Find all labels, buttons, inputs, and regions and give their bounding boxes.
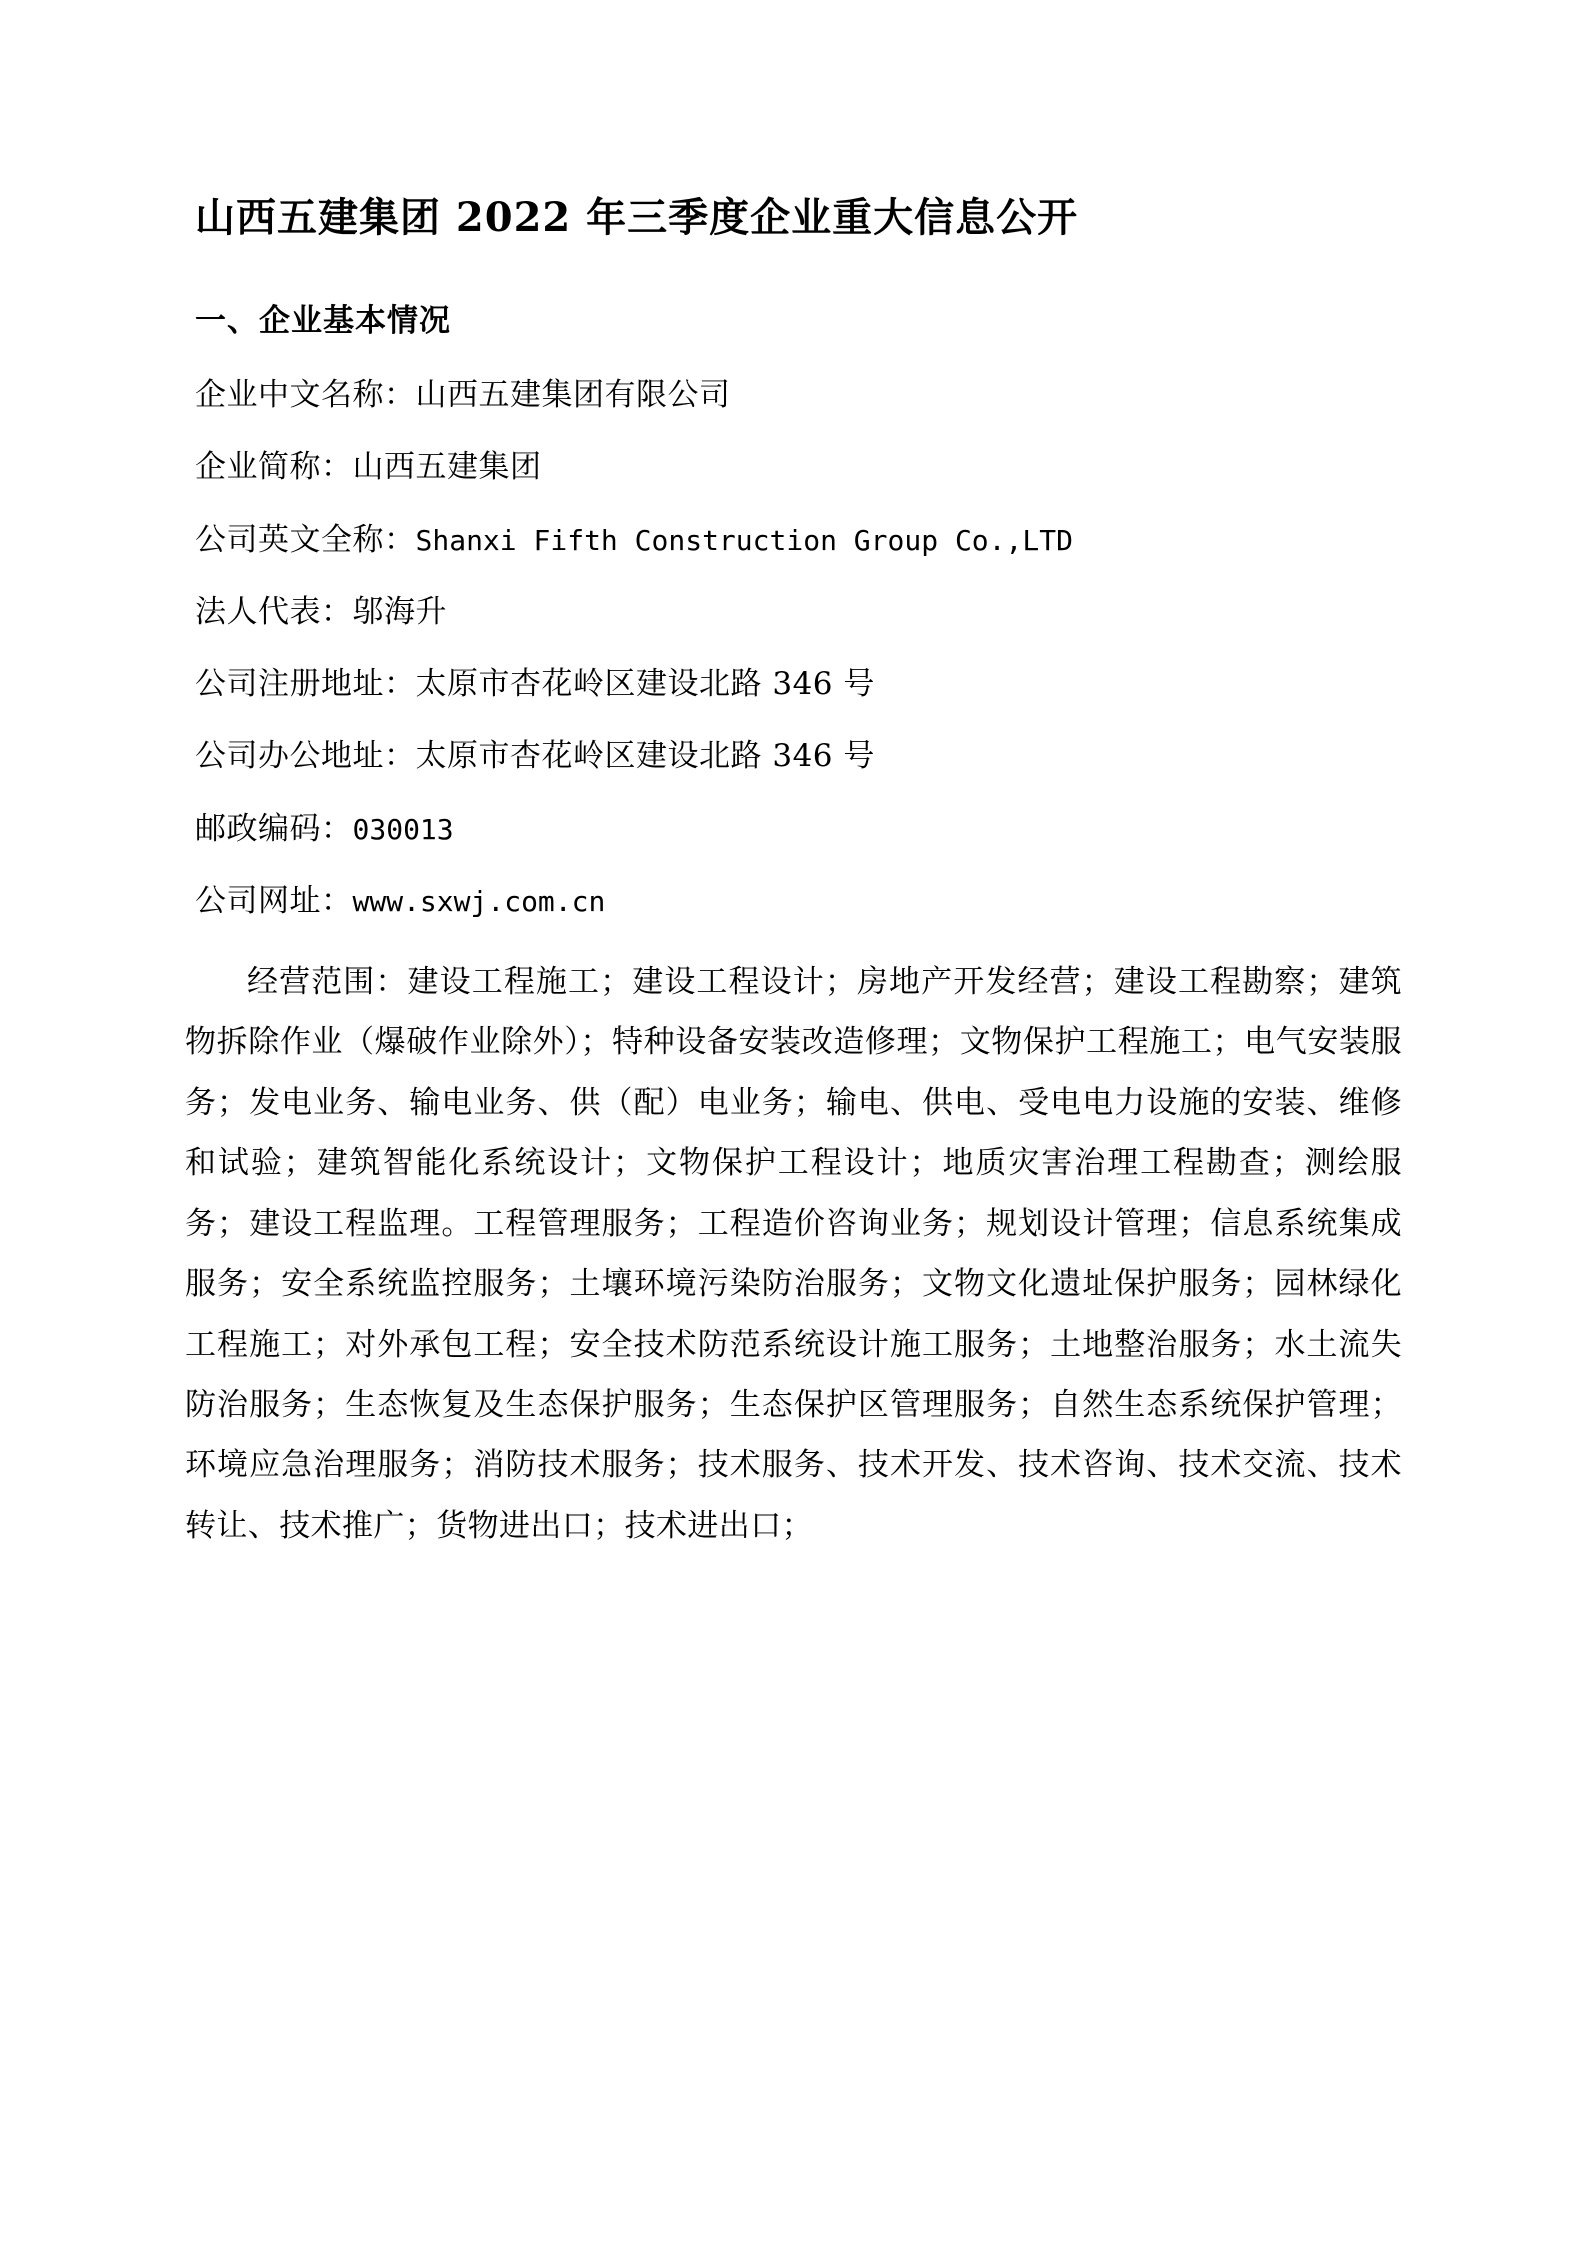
field-registered-address	[185, 659, 1402, 709]
field-value: 邬海升	[352, 593, 447, 630]
field-value: www.sxwj.com.cn	[352, 884, 606, 918]
field-label: 公司网址：	[195, 882, 353, 919]
field-label: 公司注册地址：	[195, 666, 416, 703]
field-label: 企业中文名称：	[195, 377, 416, 414]
page-title: 山西五建集团 2022 年三季度企业重大信息公开	[195, 194, 1079, 241]
field-label: 法人代表：	[195, 593, 353, 630]
field-postal-code	[185, 804, 1402, 854]
field-value: 山西五建集团有限公司	[415, 377, 731, 414]
field-value: 太原市杏花岭区建设北路 346 号	[415, 738, 875, 775]
field-label: 企业简称：	[195, 449, 353, 486]
paragraph-business-scope: 经营范围：建设工程施工；建设工程设计；房地产开发经营；建设工程勘察；建筑物拆除作业（爆破作业除外）；特种设备安装改造修理；文物保护工程施工；电气安装服务；发电业务、输电业务、供（配）电业务；输电、供电、受电电力设施的安装、维修和试验；建筑智能化系统设计；文物保护工程设计；地质灾害治理工程勘查；测绘服务；建设工程监理。工程管理服务；工程造价咨询业务；规划设计管理；信息系统集成服务；安全系统监控服务；土壤环境污染防治服务；文物文化遗址保护服务；园林绿化工程施工；对外承包工程；安全技术防范系统设计施工服务；土地整治服务；水土流失防治服务；生态恢复及生态保护服务；生态保护区管理服务；自然生态系统保护管理；环境应急治理服务；消防技术服务；技术服务、技术开发、技术咨询、技术交流、技术转让、技术推广；货物进出口；技术进出口；	[185, 963, 1402, 1544]
field-company-chinese-name	[185, 370, 1402, 420]
field-value: Shanxi Fifth Construction Group Co.,LTD	[415, 523, 1073, 557]
field-value: 030013	[352, 812, 454, 846]
field-label: 公司办公地址：	[195, 738, 416, 775]
field-value: 太原市杏花岭区建设北路 346 号	[415, 666, 875, 703]
field-label: 邮政编码：	[195, 810, 353, 847]
field-legal-representative	[185, 587, 1402, 637]
field-value: 山西五建集团	[352, 449, 542, 486]
field-label: 公司英文全称：	[195, 521, 416, 558]
field-office-address	[185, 731, 1402, 781]
section-heading-company-basics: 一、企业基本情况	[195, 303, 451, 339]
field-website	[185, 876, 1402, 926]
field-company-english-name	[185, 515, 1402, 565]
field-company-short-name	[185, 442, 1402, 492]
